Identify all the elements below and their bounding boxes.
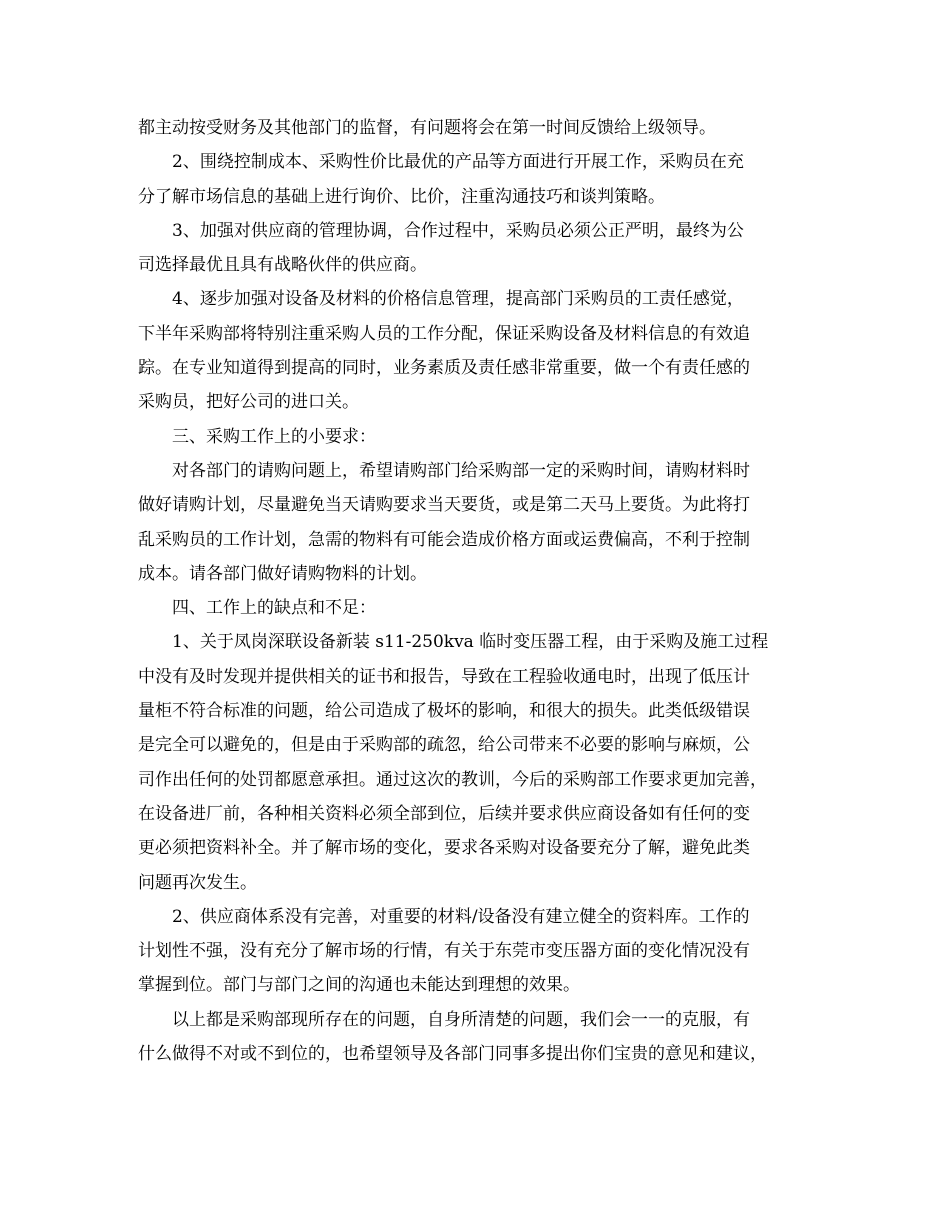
text-line: 中没有及时发现并提供相关的证书和报告，导致在工程验收通电时，出现了低压计 [138, 666, 750, 687]
paragraph-first-line: 以上都是采购部现所存在的问题，自身所清楚的问题，我们会一一的克服，有 [172, 1009, 750, 1030]
text-line: 计划性不强，没有充分了解市场的行情，有关于东莞市变压器方面的变化情况没有 [138, 941, 750, 962]
document-body [138, 111, 818, 1071]
paragraph-first-line: 4、逐步加强对设备及材料的价格信息管理，提高部门采购员的工责任感觉， [172, 289, 744, 310]
section-heading: 三、采购工作上的小要求： [172, 426, 376, 447]
text-line: 司作出任何的处罚都愿意承担。通过这次的教训，今后的采购部工作要求更加完善， [138, 769, 767, 790]
text-line: 都主动按受财务及其他部门的监督，有问题将会在第一时间反馈给上级领导。 [138, 118, 716, 138]
text-line: 更必须把资料补全。并了解市场的变化，要求各采购对设备要充分了解，避免此类 [138, 838, 750, 859]
section-heading: 四、工作上的缺点和不足： [172, 598, 376, 619]
text-line: 成本。请各部门做好请购物料的计划。 [138, 563, 427, 584]
text-line: 踪。在专业知道得到提高的同时，业务素质及责任感非常重要，做一个有责任感的 [138, 358, 750, 379]
text-line: 问题再次发生。 [138, 872, 257, 893]
paragraph-first-line: 1、关于凤岗深联设备新装 s11-250kva 临时变压器工程，由于采购及施工过程 [172, 632, 769, 653]
paragraph-first-line: 2、围绕控制成本、采购性价比最优的产品等方面进行开展工作，采购员在充 [172, 152, 744, 173]
paragraph-first-line: 对各部门的请购问题上，希望请购部门给采购部一定的采购时间，请购材料时 [172, 460, 750, 481]
text-line: 下半年采购部将特别注重采购人员的工作分配，保证采购设备及材料信息的有效追 [138, 323, 750, 344]
text-line: 做好请购计划，尽量避免当天请购要求当天要货，或是第二天马上要货。为此将打 [138, 495, 750, 516]
text-line: 司选择最优且具有战略伙伴的供应商。 [138, 255, 427, 276]
text-line: 什么做得不对或不到位的，也希望领导及各部门同事多提出你们宝贵的意见和建议， [138, 1044, 767, 1065]
text-line: 采购员，把好公司的进口关。 [138, 392, 359, 413]
paragraph-first-line: 2、供应商体系没有完善，对重要的材料/设备没有建立健全的资料库。工作的 [172, 906, 750, 927]
text-line: 在设备进厂前，各种相关资料必须全部到位，后续并要求供应商设备如有任何的变 [138, 803, 750, 824]
text-line: 量柜不符合标准的问题，给公司造成了极坏的影响，和很大的损失。此类低级错误 [138, 701, 750, 722]
text-line: 是完全可以避免的，但是由于采购部的疏忽，给公司带来不必要的影响与麻烦，公 [138, 735, 750, 756]
paragraph-first-line: 3、加强对供应商的管理协调，合作过程中，采购员必须公正严明，最终为公 [172, 220, 744, 241]
text-line: 分了解市场信息的基础上进行询价、比价，注重沟通技巧和谈判策略。 [138, 186, 665, 207]
text-line: 掌握到位。部门与部门之间的沟通也未能达到理想的效果。 [138, 975, 580, 996]
text-line: 乱采购员的工作计划，急需的物料有可能会造成价格方面或运费偏高，不利于控制 [138, 529, 750, 550]
